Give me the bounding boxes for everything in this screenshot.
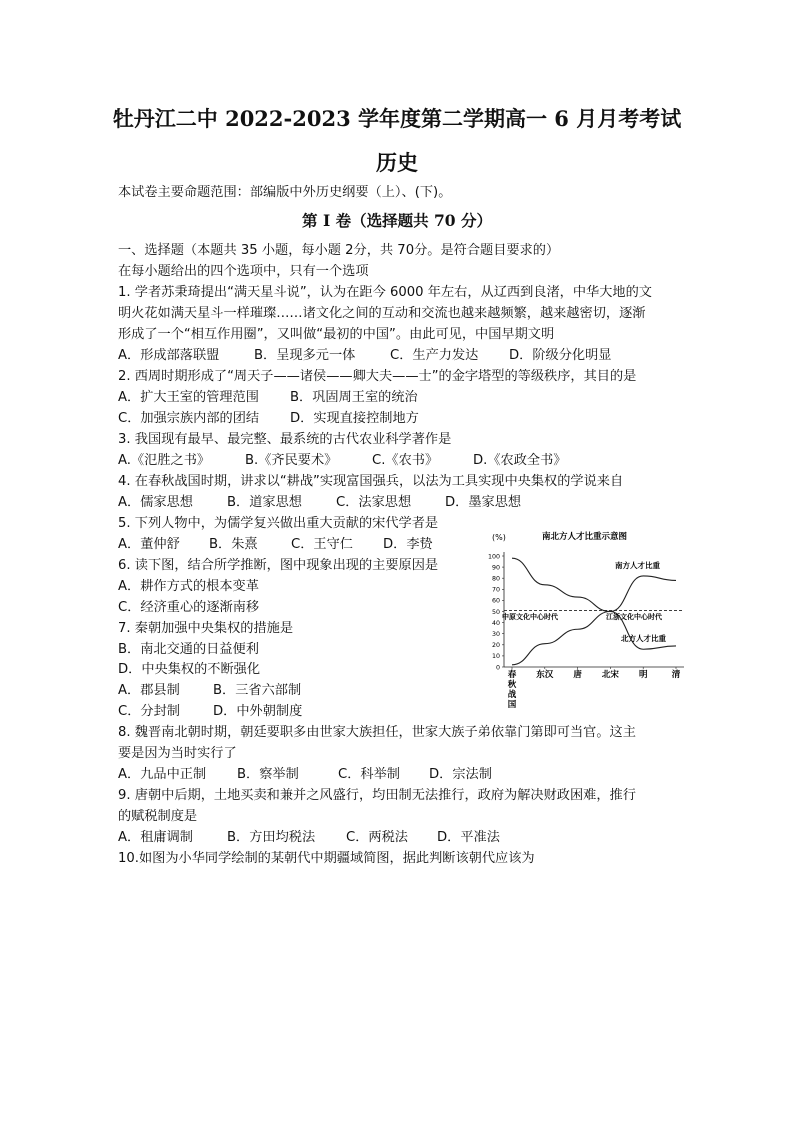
y-tick-label: 30: [491, 631, 500, 638]
option-a[interactable]: A．租庸调制: [118, 830, 193, 845]
x-tick-label: 清: [671, 670, 681, 680]
option-a[interactable]: A．九品中正制: [118, 767, 207, 782]
option-c[interactable]: C．生产力发达: [390, 348, 479, 363]
exam-title: 牡丹江二中 2022-2023 学年度第二学期高一 6 月月考考试: [112, 106, 682, 131]
option-d[interactable]: D．中外朝制度: [213, 704, 303, 719]
option-d[interactable]: D．墨家思想: [445, 495, 522, 510]
question-1-stem: 形成了一个“相互作用圈”，又叫做“最初的中国”。由此可见，中国早期文明: [118, 327, 555, 342]
option-b[interactable]: B．方田均税法: [227, 830, 316, 845]
question-7-options: [118, 682, 301, 700]
subject-title: 历史: [376, 150, 418, 175]
option-a[interactable]: A．扩大王室的管理范围: [118, 390, 259, 405]
question-6-stem: 6. 读下图，结合所学推断，图中现象出现的主要原因是: [118, 558, 439, 573]
option-c[interactable]: C.《农书》: [372, 453, 439, 468]
question-2-options: [118, 410, 419, 428]
y-tick-label: 20: [491, 642, 500, 650]
question-7-stem: 7. 秦朝加强中央集权的措施是: [118, 621, 294, 636]
option-a[interactable]: A．形成部落联盟: [118, 348, 220, 363]
y-tick-label: 80: [491, 575, 500, 583]
y-tick-label: 100: [487, 553, 500, 561]
question-2-stem: 2. 西周时期形成了“周天子——诸侯——卿大夫——士”的金字塔型的等级秩序，其目的是: [118, 369, 637, 384]
question-9-stem: 9. 唐朝中后期，土地买卖和兼并之风盛行，均田制无法推行，政府为解决财政困难，推行: [118, 788, 636, 803]
option-b[interactable]: B．朱熹: [209, 537, 258, 552]
question-9-options: [118, 829, 500, 847]
option-c[interactable]: C．两税法: [346, 830, 408, 845]
y-unit-label: (%): [492, 533, 506, 542]
question-3-options: [118, 452, 566, 470]
y-tick-label: 50: [491, 608, 500, 616]
option-c[interactable]: C．经济重心的逐渐南移: [118, 600, 260, 615]
option-c[interactable]: C．法家思想: [336, 495, 412, 510]
option-a[interactable]: A．董仲舒: [118, 537, 180, 552]
annotation-south-era: 江浙文化中心时代: [606, 613, 662, 621]
talent-ratio-chart: [478, 527, 688, 717]
option-d[interactable]: D．中央集权的不断强化: [118, 662, 261, 677]
option-a[interactable]: A．耕作方式的根本变革: [118, 579, 259, 594]
option-d[interactable]: D．平准法: [437, 830, 500, 845]
question-8-options: [118, 766, 492, 784]
instructions-line-2: 在每小题给出的四个选项中，只有一个选项: [118, 264, 369, 279]
chart-title: 南北方人才比重示意图: [542, 532, 628, 542]
x-tick-label: 明: [638, 670, 648, 680]
option-a[interactable]: A．郡县制: [118, 683, 180, 698]
question-5-stem: 5. 下列人物中，为儒学复兴做出重大贡献的宋代学者是: [118, 516, 439, 531]
x-tick-label: 春: [507, 670, 517, 680]
x-tick-label: 东汉: [536, 670, 554, 680]
y-tick-label: 0: [495, 664, 500, 672]
exam-scope: 本试卷主要命题范围：部编版中外历史纲要（上）、(下)。: [118, 185, 452, 200]
question-10-stem: 10.如图为小华同学绘制的某朝代中期疆域简图，据此判断该朝代应该为: [118, 851, 535, 866]
instructions-line-1: 一、选择题（本题共 35 小题，每小题 2分，共 70分。是符合题目要求的）: [118, 243, 560, 258]
option-b[interactable]: B.《齐民要术》: [245, 453, 338, 468]
option-a[interactable]: A.《氾胜之书》: [118, 453, 211, 468]
question-9-stem: 的赋税制度是: [118, 809, 198, 824]
y-tick-label: 40: [491, 619, 500, 627]
option-c[interactable]: C．科举制: [338, 767, 400, 782]
question-1-options: [118, 347, 611, 365]
series-label-south: 南方人才比重: [615, 561, 660, 570]
section-title: 第 I 卷（选择题共 70 分）: [302, 211, 492, 230]
x-tick-label: 秋: [507, 680, 517, 690]
option-c[interactable]: C．加强宗族内部的团结: [118, 411, 260, 426]
option-b[interactable]: B．察举制: [237, 767, 299, 782]
question-8-stem: 要是因为当时实行了: [118, 746, 237, 761]
option-d[interactable]: D.《农政全书》: [473, 453, 567, 468]
option-b[interactable]: B．巩固周王室的统治: [290, 390, 418, 405]
series-label-north: 北方人才比重: [621, 634, 666, 643]
option-c[interactable]: C．王守仁: [291, 537, 353, 552]
option-d[interactable]: D．宗法制: [429, 767, 492, 782]
x-tick-label: 国: [507, 700, 517, 710]
option-d[interactable]: D．实现直接控制地方: [290, 411, 419, 426]
option-d[interactable]: D．李贽: [383, 537, 433, 552]
question-8-stem: 8. 魏晋南北朝时期，朝廷要职多由世家大族担任，世家大族子弟依靠门第即可当官。这主: [118, 725, 636, 740]
option-d[interactable]: D．阶级分化明显: [509, 348, 612, 363]
option-b[interactable]: B．道家思想: [227, 495, 302, 510]
x-tick-label: 北宋: [601, 670, 619, 680]
question-5-options: [118, 536, 433, 554]
question-4-stem: 4. 在春秋战国时期，讲求以“耕战”实现富国强兵，以法为工具实现中央集权的学说来自: [118, 474, 624, 489]
option-b[interactable]: B．三省六部制: [213, 683, 302, 698]
x-tick-label: 战: [507, 690, 517, 700]
option-b[interactable]: B．南北交通的日益便利: [118, 642, 259, 657]
option-b[interactable]: B．呈现多元一体: [254, 348, 356, 363]
y-tick-label: 90: [491, 564, 500, 572]
y-tick-label: 10: [491, 653, 500, 661]
question-1-stem: 1. 学者苏秉琦提出“满天星斗说”，认为在距今 6000 年左右，从辽西到良渚，中华大地的文: [118, 285, 652, 300]
y-tick-label: 70: [491, 586, 500, 594]
question-2-options: [118, 389, 418, 407]
annotation-north-era: 中原文化中心时代: [502, 613, 558, 621]
option-c[interactable]: C．分封制: [118, 704, 180, 719]
y-tick-label: 60: [491, 597, 500, 605]
option-a[interactable]: A．儒家思想: [118, 495, 193, 510]
x-tick-label: 唐: [573, 670, 582, 680]
question-7-options: [118, 703, 302, 721]
question-1-stem: 明火花如满天星斗一样璀璨……诸文化之间的互动和交流也越来越频繁，越来越密切，逐渐: [118, 306, 646, 321]
question-4-options: [118, 494, 521, 512]
question-3-stem: 3. 我国现有最早、最完整、最系统的古代农业科学著作是: [118, 432, 452, 447]
